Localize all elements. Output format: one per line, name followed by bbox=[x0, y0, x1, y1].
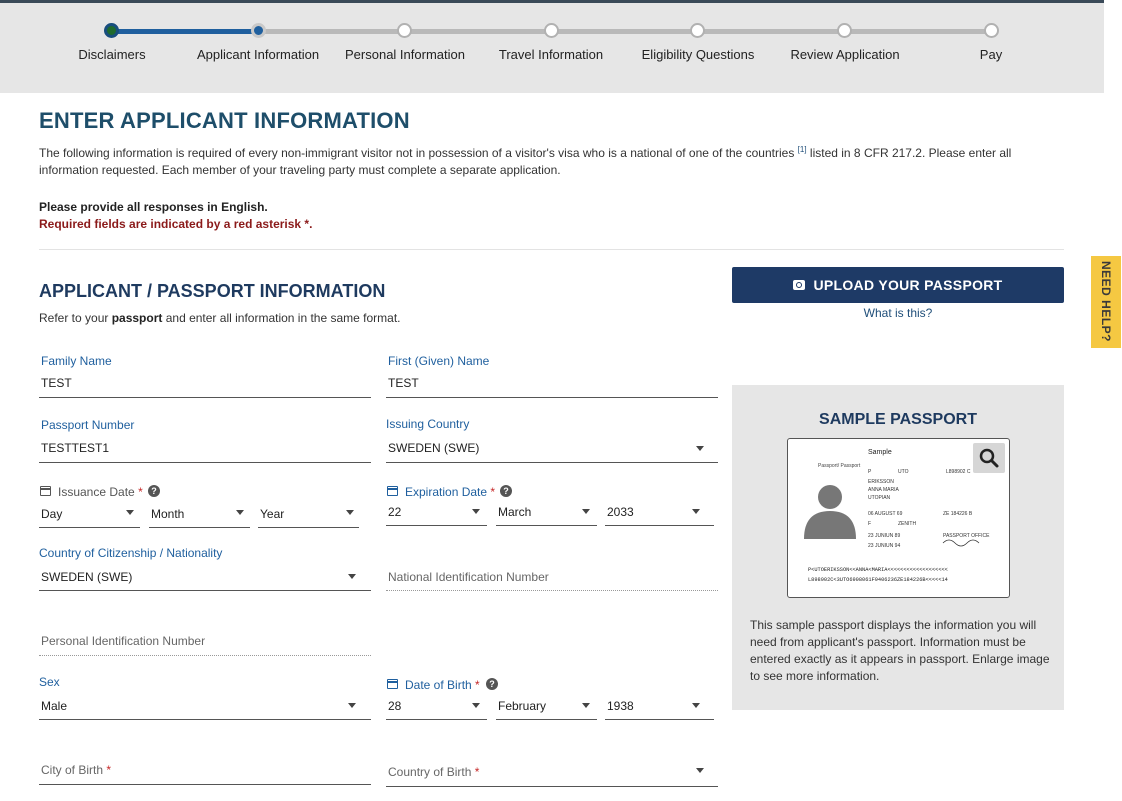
date-of-birth-label-text: Date of Birth bbox=[405, 678, 472, 692]
progress-track-remaining bbox=[258, 29, 991, 34]
issuance-month-select[interactable]: Month bbox=[151, 507, 185, 521]
intro-text-part: The following information is required of every non-immigrant visitor not in possession of a visitor's visa who is a national of one of the countries bbox=[39, 146, 798, 160]
enlarge-image-button[interactable] bbox=[973, 443, 1005, 473]
calendar-icon bbox=[387, 486, 398, 496]
step-label-personal: Personal Information bbox=[345, 47, 465, 62]
issuance-year-select[interactable]: Year bbox=[260, 507, 285, 521]
chevron-down-icon bbox=[692, 703, 700, 708]
intro-text bbox=[39, 141, 1069, 179]
given-name-label: First (Given) Name bbox=[388, 354, 490, 368]
chevron-down-icon bbox=[582, 509, 590, 514]
sex-label: Sex bbox=[39, 675, 60, 689]
header-topline bbox=[0, 0, 1104, 3]
help-circle-icon[interactable]: ? bbox=[486, 678, 498, 690]
intro-text-part: listed in 8 CFR 217.2. Please enter all information requested. Each member of your traveling party must complete a separate application. bbox=[39, 146, 1012, 177]
passport-photo-head bbox=[818, 485, 842, 509]
sample-passport-image[interactable] bbox=[787, 438, 1010, 598]
sample-passport-title: SAMPLE PASSPORT bbox=[819, 411, 977, 428]
passport-given: ANNA MARIA bbox=[868, 487, 899, 493]
chevron-down-icon bbox=[126, 510, 134, 515]
citizenship-select[interactable]: SWEDEN (SWE) bbox=[41, 570, 133, 584]
passport-surname: ERIKSSON bbox=[868, 479, 894, 485]
need-help-tab[interactable] bbox=[1091, 256, 1121, 348]
help-circle-icon[interactable]: ? bbox=[148, 485, 160, 497]
magnifier-icon bbox=[973, 443, 1005, 473]
passport-expiry: 23 JUNIUN 94 bbox=[868, 543, 901, 549]
required-asterisk: * bbox=[106, 763, 112, 777]
issuing-country-select[interactable]: SWEDEN (SWE) bbox=[388, 441, 480, 455]
chevron-down-icon bbox=[472, 703, 480, 708]
issuing-country-underline bbox=[386, 462, 718, 463]
expiration-month-select[interactable]: March bbox=[498, 505, 532, 519]
step-dot-pay bbox=[984, 23, 999, 38]
chevron-down-icon bbox=[582, 703, 590, 708]
passport-dob: 06 AUGUST 69 bbox=[868, 511, 903, 517]
passport-mrz-line-1: P<UTOERIKSSON<<ANNA<MARIA<<<<<<<<<<<<<<<<<<< bbox=[808, 567, 948, 573]
passport-number-label: Passport Number bbox=[41, 418, 135, 432]
family-name-label: Family Name bbox=[41, 354, 112, 368]
issuance-date-label-text: Issuance Date bbox=[58, 485, 135, 499]
citizenship-underline bbox=[39, 590, 371, 591]
national-id-underline bbox=[386, 590, 718, 591]
section-sub-part: Refer to your bbox=[39, 311, 112, 325]
step-dot-personal bbox=[397, 23, 412, 38]
dob-year-select[interactable]: 1938 bbox=[607, 699, 634, 713]
passport-authority: PASSPORT OFFICE bbox=[943, 533, 990, 539]
section-sub-bold: passport bbox=[111, 311, 163, 325]
sample-passport-panel bbox=[732, 385, 1064, 710]
passport-sex: F bbox=[868, 521, 872, 527]
step-label-travel: Travel Information bbox=[498, 47, 604, 62]
issuance-date-label bbox=[58, 485, 143, 499]
city-of-birth-underline bbox=[39, 784, 371, 785]
personal-id-underline bbox=[39, 655, 371, 656]
required-note: Required fields are indicated by a red asterisk *. bbox=[39, 217, 313, 231]
step-label-pay: Pay bbox=[979, 47, 1003, 62]
passport-mrz-line-2: L898902C<3UTO6908061F9406236ZE184226B<<<<<14 bbox=[808, 577, 948, 583]
step-label-applicant[interactable]: Applicant Information bbox=[196, 47, 320, 62]
step-dot-disclaimers bbox=[104, 23, 119, 38]
required-asterisk: * bbox=[474, 765, 480, 779]
english-note: Please provide all responses in English. bbox=[39, 200, 268, 214]
expiration-date-label bbox=[405, 485, 495, 499]
dob-month-underline bbox=[496, 719, 597, 720]
calendar-icon bbox=[387, 679, 398, 689]
step-label-disclaimers[interactable]: Disclaimers bbox=[78, 47, 146, 62]
given-name-input[interactable]: TEST bbox=[388, 376, 419, 390]
country-of-birth-underline bbox=[386, 786, 718, 787]
personal-id-input[interactable]: Personal Identification Number bbox=[41, 634, 206, 648]
upload-passport-button[interactable] bbox=[732, 267, 1064, 303]
issuance-year-underline bbox=[258, 527, 359, 528]
issuance-month-underline bbox=[149, 527, 250, 528]
country-of-birth-text: Country of Birth bbox=[388, 765, 472, 779]
dob-year-underline bbox=[605, 719, 714, 720]
section-subtitle bbox=[39, 311, 401, 325]
expiration-month-underline bbox=[496, 525, 597, 526]
chevron-down-icon bbox=[472, 509, 480, 514]
footnote-link[interactable]: [1] bbox=[797, 145, 807, 154]
family-name-underline bbox=[39, 397, 371, 398]
dob-day-select[interactable]: 28 bbox=[388, 699, 402, 713]
progress-track-done bbox=[111, 29, 258, 34]
family-name-input[interactable]: TEST bbox=[41, 376, 72, 390]
expiration-day-underline bbox=[386, 525, 487, 526]
city-of-birth-text: City of Birth bbox=[41, 763, 104, 777]
city-of-birth-input[interactable] bbox=[41, 763, 111, 777]
expiration-date-label-text: Expiration Date bbox=[405, 485, 488, 499]
dob-month-select[interactable]: February bbox=[498, 699, 547, 713]
step-label-eligibility: Eligibility Questions bbox=[641, 47, 755, 62]
step-label-review: Review Application bbox=[790, 47, 900, 62]
step-dot-travel bbox=[544, 23, 559, 38]
issuing-country-label: Issuing Country bbox=[386, 417, 470, 431]
expiration-year-select[interactable]: 2033 bbox=[607, 505, 634, 519]
page-title: ENTER APPLICANT INFORMATION bbox=[39, 108, 410, 133]
what-is-this-link[interactable]: What is this? bbox=[863, 306, 933, 320]
issuance-day-select[interactable]: Day bbox=[41, 507, 63, 521]
step-dot-review bbox=[837, 23, 852, 38]
issuance-day-underline bbox=[39, 527, 140, 528]
required-asterisk: * bbox=[475, 678, 480, 692]
section-title: APPLICANT / PASSPORT INFORMATION bbox=[39, 281, 386, 301]
passport-pob: ZENITH bbox=[898, 521, 917, 527]
step-dot-eligibility bbox=[690, 23, 705, 38]
chevron-down-icon bbox=[692, 509, 700, 514]
passport-code: UTO bbox=[898, 469, 909, 475]
chevron-down-icon bbox=[236, 510, 244, 515]
date-of-birth-label bbox=[405, 678, 480, 692]
step-dot-applicant bbox=[251, 23, 266, 38]
camera-icon bbox=[793, 280, 805, 290]
passport-sample-word: Sample bbox=[868, 449, 892, 456]
chevron-down-icon bbox=[696, 768, 704, 773]
passport-issue: 23 JUNIUN 89 bbox=[868, 533, 901, 539]
country-of-birth-select[interactable] bbox=[388, 765, 479, 779]
passport-nationality: UTOPIAN bbox=[868, 495, 891, 501]
passport-number-input[interactable]: TESTTEST1 bbox=[41, 441, 110, 455]
passport-signature bbox=[943, 540, 979, 546]
passport-personal-no: ZE 184226 B bbox=[943, 511, 973, 517]
chevron-down-icon bbox=[346, 510, 354, 515]
divider bbox=[39, 249, 1064, 250]
passport-number-underline bbox=[39, 462, 371, 463]
sex-select[interactable]: Male bbox=[41, 699, 68, 713]
national-id-input[interactable]: National Identification Number bbox=[388, 570, 549, 584]
section-sub-part: and enter all information in the same format. bbox=[162, 311, 401, 325]
passport-word: Passport/ Passport bbox=[818, 463, 861, 469]
expiration-day-select[interactable]: 22 bbox=[388, 505, 402, 519]
progress-header bbox=[0, 0, 1104, 93]
expiration-year-underline bbox=[605, 525, 714, 526]
calendar-icon bbox=[40, 486, 51, 496]
sex-underline bbox=[39, 719, 371, 720]
passport-photo-body bbox=[804, 511, 856, 539]
chevron-down-icon bbox=[696, 446, 704, 451]
dob-day-underline bbox=[386, 719, 487, 720]
required-asterisk: * bbox=[490, 485, 496, 499]
help-circle-icon[interactable]: ? bbox=[500, 485, 512, 497]
chevron-down-icon bbox=[348, 703, 356, 708]
sample-passport-description: This sample passport displays the information you will need from applicant's passport. Information must be entered exactly as it appears in passport. Enlarge image to see more information. bbox=[750, 618, 1050, 683]
need-help-label: NEED HELP? bbox=[1099, 261, 1113, 343]
citizenship-label: Country of Citizenship / Nationality bbox=[39, 546, 223, 560]
given-name-underline bbox=[386, 397, 718, 398]
upload-passport-label: UPLOAD YOUR PASSPORT bbox=[813, 277, 1003, 293]
chevron-down-icon bbox=[348, 574, 356, 579]
passport-type: P bbox=[868, 469, 872, 475]
passport-number-text: L898902 C bbox=[946, 469, 971, 475]
required-asterisk: * bbox=[138, 485, 143, 499]
